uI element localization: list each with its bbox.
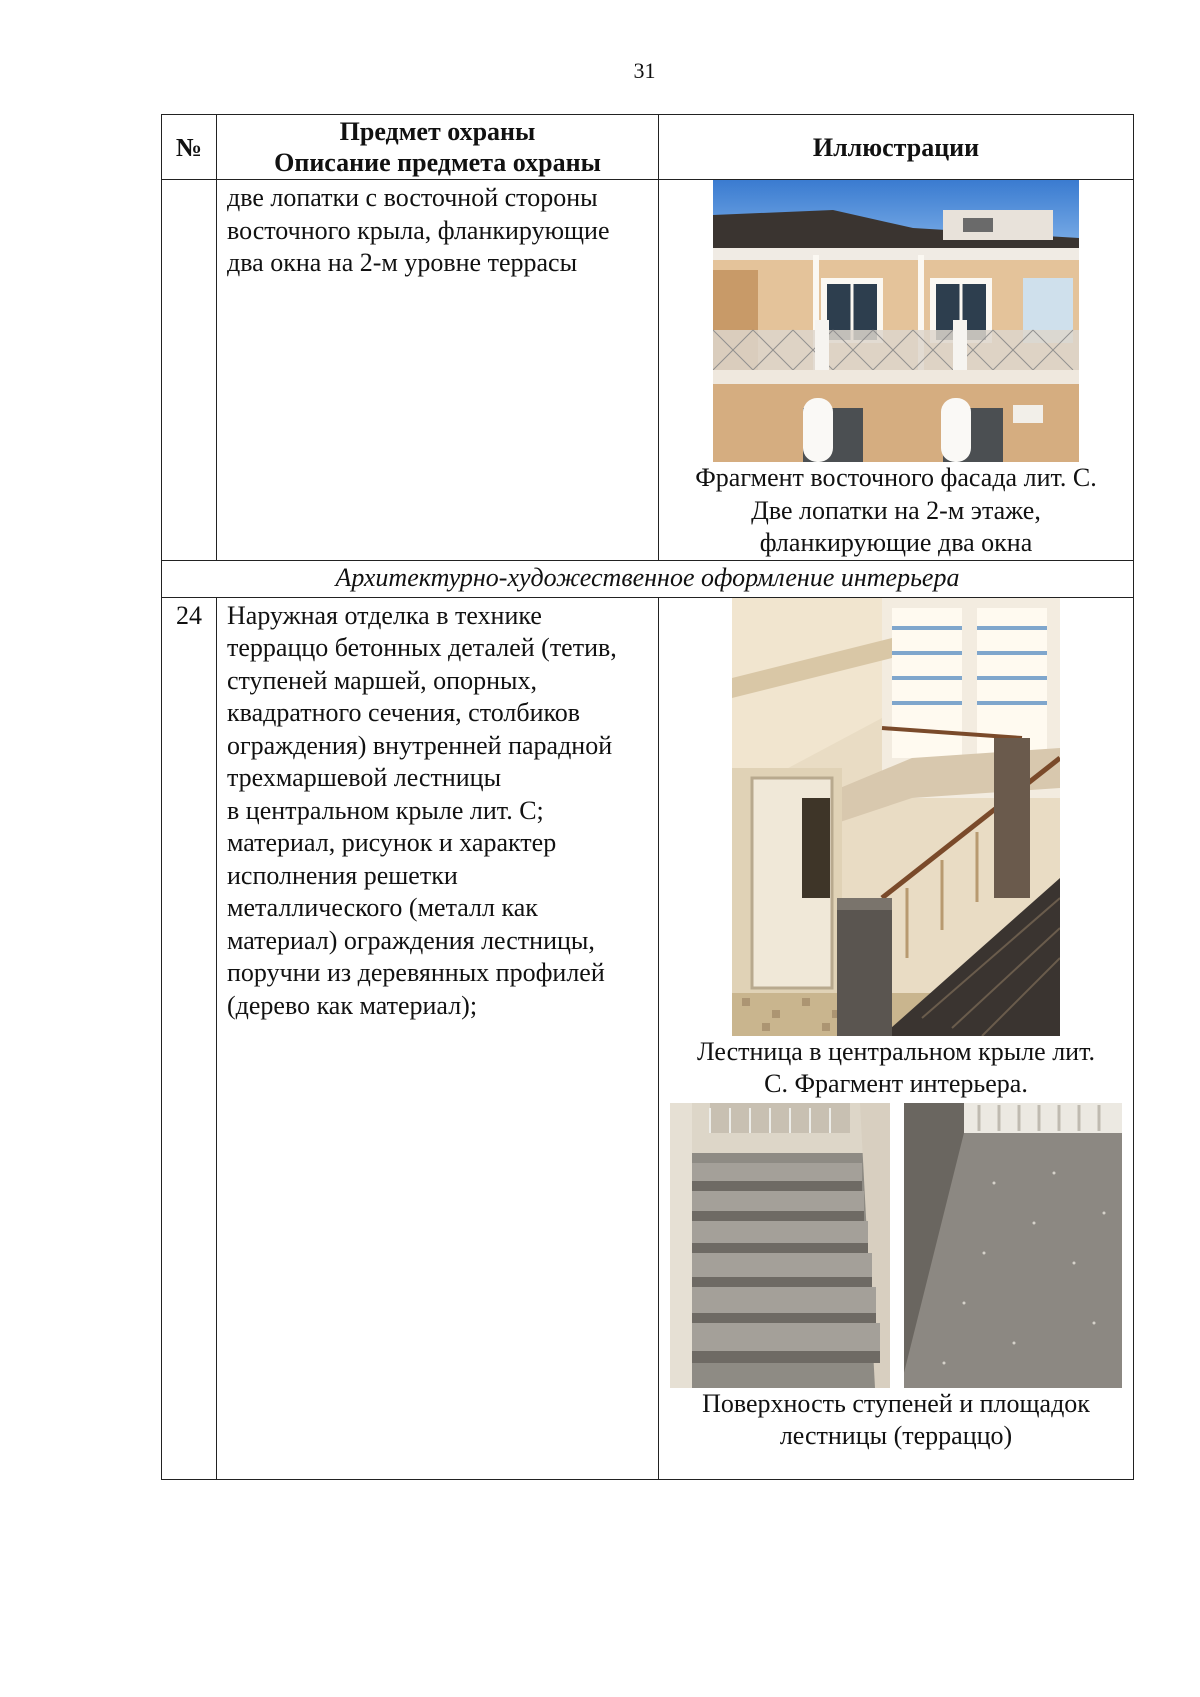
caption-line: Две лопатки на 2-м этаже, <box>751 495 1041 525</box>
row-number <box>162 180 217 561</box>
caption-line: фланкирующие два окна <box>759 528 1033 557</box>
description-line: две лопатки с восточной стороны <box>227 183 598 212</box>
header-illustrations: Иллюстрации <box>659 115 1134 180</box>
description-line: два окна на 2-м уровне террасы <box>227 248 578 277</box>
caption-line: лестницы (терраццо) <box>779 1421 1013 1450</box>
description-line: восточного крыла, фланкирующие <box>227 215 610 245</box>
description-line: (дерево как материал); <box>227 990 478 1020</box>
header-subject-line2: Описание предмета охраны <box>274 148 601 177</box>
description-line: Наружная отделка в технике <box>227 600 542 630</box>
terrazzo-photo-pair <box>659 1103 1133 1388</box>
staircase-photo-caption <box>659 1036 1133 1101</box>
page-number: 31 <box>633 58 656 83</box>
description-line: поручни из деревянных профилей <box>227 958 605 987</box>
terrazzo-steps-photo <box>670 1103 890 1388</box>
description-line: ступеней маршей, опорных, <box>227 665 537 695</box>
description-line: трехмаршевой лестницы <box>227 763 502 792</box>
table-header-row <box>162 115 1134 180</box>
table-row <box>162 597 1134 1479</box>
section-title: Архитектурно-художественное оформление интерьера <box>162 560 1134 597</box>
description-line: в центральном крыле лит. С; <box>227 795 544 825</box>
row-number: 24 <box>162 597 217 1479</box>
row-illustration <box>659 597 1134 1479</box>
terrazzo-landing-photo <box>904 1103 1122 1388</box>
header-number: № <box>162 115 217 180</box>
caption-line: Фрагмент восточного фасада лит. С. <box>695 463 1097 492</box>
caption-line: Лестница в центральном крыле лит. <box>696 1036 1096 1066</box>
description-line: материал) ограждения лестницы, <box>227 925 595 955</box>
section-row <box>162 560 1134 597</box>
east-facade-photo <box>713 180 1079 462</box>
description-line: материал, рисунок и характер <box>227 828 557 857</box>
row-illustration <box>659 180 1134 561</box>
caption-line: Поверхность ступеней и площадок <box>702 1388 1090 1418</box>
facade-photo-caption <box>659 462 1133 560</box>
terrazzo-photo-caption <box>659 1388 1133 1453</box>
row-description <box>217 597 659 1479</box>
description-line: исполнения решетки <box>227 860 458 890</box>
description-line: квадратного сечения, столбиков <box>227 698 581 727</box>
description-line: терраццо бетонных деталей (тетив, <box>227 633 617 662</box>
staircase-interior-photo <box>732 598 1060 1036</box>
header-subject <box>217 115 659 180</box>
protection-table <box>161 114 1134 1480</box>
header-subject-line1: Предмет охраны <box>339 117 536 146</box>
description-line: металлического (металл как <box>227 893 538 922</box>
table-row <box>162 180 1134 561</box>
description-line: ограждения) внутренней парадной <box>227 730 613 760</box>
caption-line: С. Фрагмент интерьера. <box>764 1069 1028 1098</box>
row-description <box>217 180 659 561</box>
